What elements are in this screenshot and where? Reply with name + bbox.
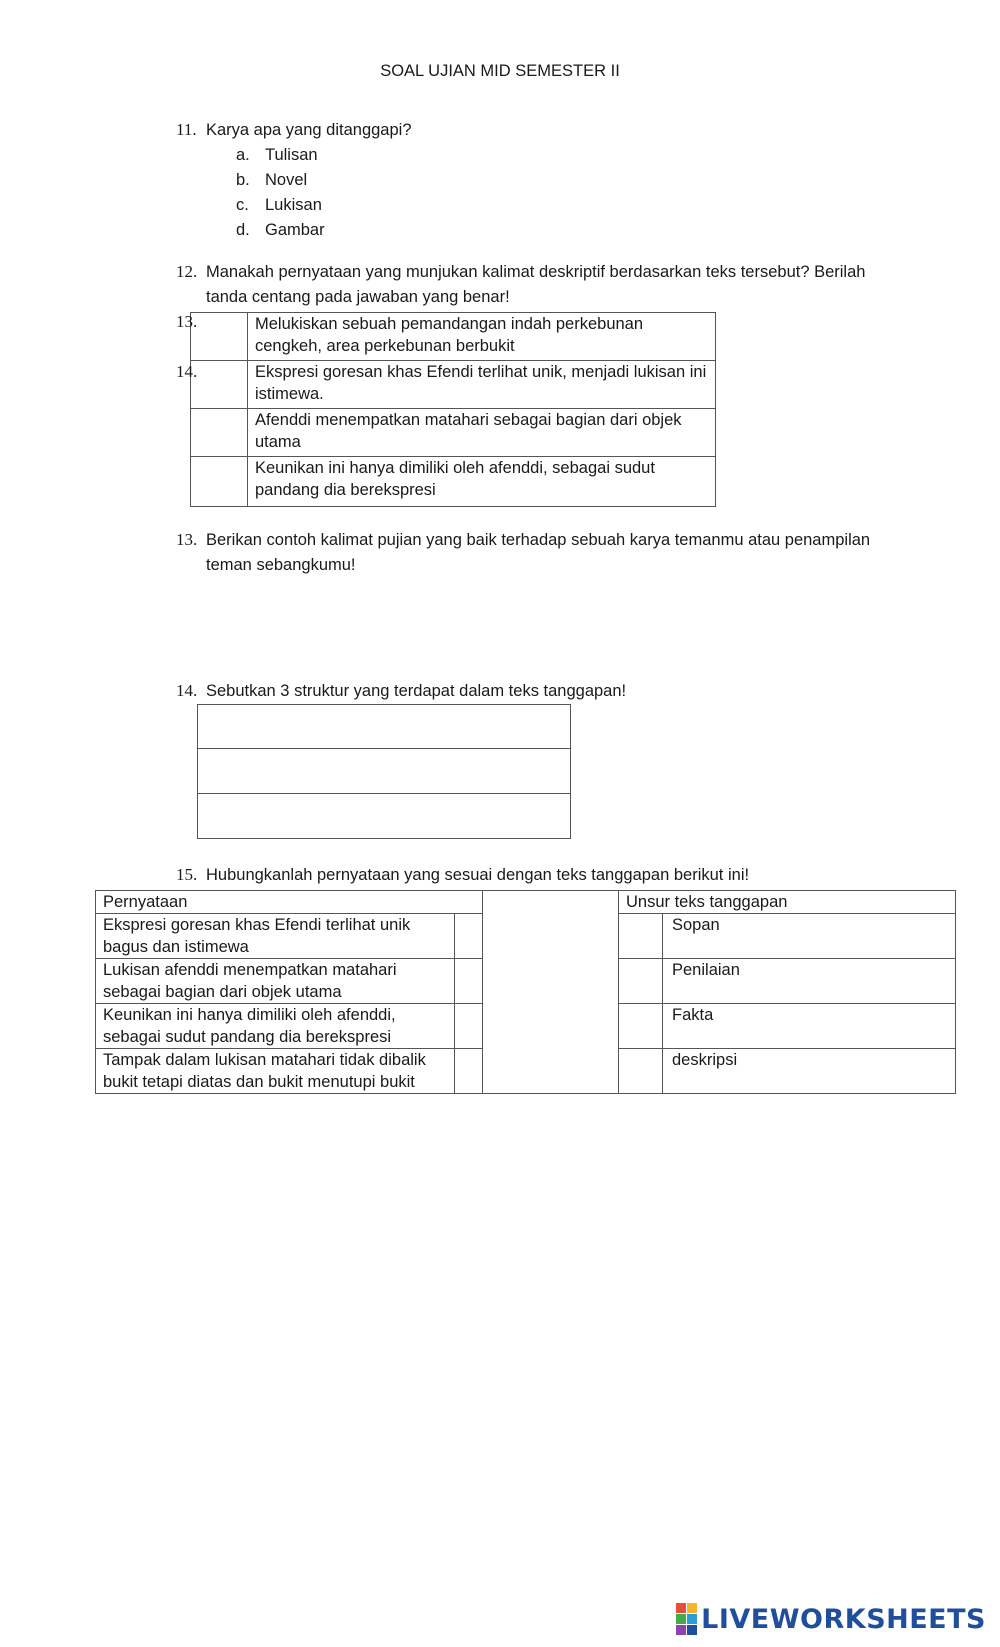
table-row [198,794,571,839]
match-dot-right[interactable] [619,959,663,1004]
checkbox-cell[interactable] [191,409,248,457]
match-dot-left[interactable] [455,914,483,959]
left-header: Pernyataan [96,891,483,914]
statement-cell [96,959,455,1004]
answer-cell[interactable] [198,705,571,749]
checkbox-cell[interactable] [191,313,248,361]
statement-cell [248,457,716,507]
statement-line: Keunikan ini hanya dimiliki oleh afenddi, sebagai sudut [255,459,655,477]
checkbox-cell[interactable] [191,361,248,409]
right-header: Unsur teks tanggapan [619,891,956,914]
q12-number: 12. [176,262,198,281]
q13-text-line2: teman sebangkumu! [206,556,356,574]
liveworksheets-logo [676,1603,986,1635]
logo-square [687,1625,697,1635]
statement-line: istimewa. [255,385,324,403]
statement-line: sebagai bagian dari objek utama [103,983,342,1001]
table-row [191,313,716,361]
option-text[interactable]: Lukisan [265,196,322,214]
statement-line: Lukisan afenddi menempatkan matahari [103,961,397,979]
match-dot-right[interactable] [619,914,663,959]
statement-cell [248,361,716,409]
statement-cell [96,1004,455,1049]
logo-square [687,1614,697,1624]
table-row [198,749,571,794]
option-letter: a. [236,146,250,164]
logo-text: LIVEWORKSHEETS [701,1603,986,1635]
statement-line: bagus dan istimewa [103,938,249,956]
match-dot-left[interactable] [455,1004,483,1049]
statement-line: sebagai sudut pandang dia berekspresi [103,1028,392,1046]
q12-text-line2: tanda centang pada jawaban yang benar! [206,288,510,306]
option-letter: c. [236,196,249,214]
option-letter: b. [236,171,250,189]
match-dot-right[interactable] [619,1049,663,1094]
statement-cell [96,914,455,959]
checkbox-cell[interactable] [191,457,248,507]
q14-answer-table [197,704,571,839]
q11-number: 11. [176,120,197,139]
element-cell: Sopan [663,914,956,959]
statement-line: utama [255,433,301,451]
logo-square [676,1603,686,1613]
q14-text: Sebutkan 3 struktur yang terdapat dalam teks tanggapan! [206,682,627,700]
overlap-number: 14. [176,362,198,381]
element-cell: Fakta [663,1004,956,1049]
statement-cell [248,313,716,361]
logo-mark-icon [676,1603,697,1635]
q14-number: 14. [176,681,198,700]
element-cell: deskripsi [663,1049,956,1094]
q15-text: Hubungkanlah pernyataan yang sesuai dengan teks tanggapan berikut ini! [206,866,750,884]
statement-line: Melukiskan sebuah pemandangan indah perkebunan [255,315,644,333]
match-dot-left[interactable] [455,959,483,1004]
option-text[interactable]: Tulisan [265,146,318,164]
connector-area[interactable] [483,891,619,1094]
statement-line: Keunikan ini hanya dimiliki oleh afenddi, [103,1006,396,1024]
statement-line: bukit tetapi diatas dan bukit menutupi bukit [103,1073,415,1091]
table-row [191,457,716,507]
match-dot-right[interactable] [619,1004,663,1049]
table-row [191,409,716,457]
q12-text-line1: Manakah pernyataan yang munjukan kalimat deskriptif berdasarkan teks tersebut? Berilah [206,263,866,281]
logo-square [676,1614,686,1624]
q12-checklist-table [190,312,716,507]
overlap-number: 13. [176,312,198,331]
table-row [191,361,716,409]
statement-line: Ekspresi goresan khas Efendi terlihat unik, menjadi lukisan ini [255,363,707,381]
q13-number: 13. [176,530,198,549]
q15-matching-table [95,890,956,1094]
statement-line: Ekspresi goresan khas Efendi terlihat unik [103,916,411,934]
table-row [198,705,571,749]
element-cell: Penilaian [663,959,956,1004]
q15-number: 15. [176,865,198,884]
q13-text-line1: Berikan contoh kalimat pujian yang baik terhadap sebuah karya temanmu atau penampilan [206,531,871,549]
page-title: SOAL UJIAN MID SEMESTER II [380,62,620,80]
option-letter: d. [236,221,250,239]
statement-cell [248,409,716,457]
statement-line: Tampak dalam lukisan matahari tidak dibalik [103,1051,426,1069]
statement-line: cengkeh, area perkebunan berbukit [255,337,515,355]
statement-line: Afenddi menempatkan matahari sebagai bagian dari objek [255,411,682,429]
logo-square [687,1603,697,1613]
answer-cell[interactable] [198,794,571,839]
table-header-row [96,891,956,914]
option-text[interactable]: Gambar [265,221,325,239]
statement-cell [96,1049,455,1094]
logo-square [676,1625,686,1635]
match-dot-left[interactable] [455,1049,483,1094]
statement-line: pandang dia berekspresi [255,481,436,499]
answer-cell[interactable] [198,749,571,794]
q11-text: Karya apa yang ditanggapi? [206,121,412,139]
option-text[interactable]: Novel [265,171,308,189]
